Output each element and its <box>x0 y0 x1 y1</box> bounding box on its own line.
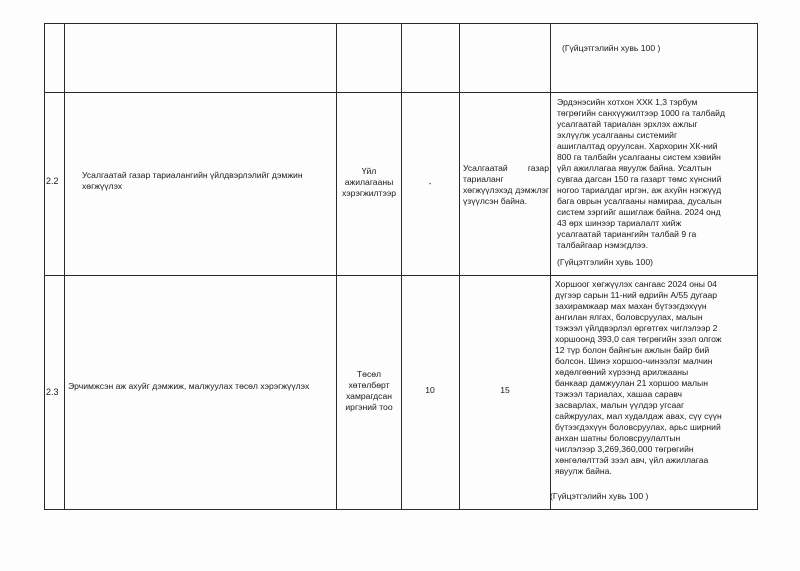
row-baseline: - <box>428 178 432 188</box>
row-percent: (Гүйцэтгэлийн хувь 100) <box>557 257 653 267</box>
report-line: чиглэлээр 3,269,360,000 төгрөгийн <box>555 444 694 454</box>
report-line: тэжээл үйлдвэрлэл өргөтгөх чиглэлээр 2 <box>555 323 718 333</box>
report-line: тэжээл тариалах, хашаа саравч <box>555 389 683 399</box>
report-line: үйл ажиллагаа явуулж байна. Усалтын <box>557 163 712 173</box>
column-border <box>550 23 551 510</box>
row-indicator: Төсөл хөтөлбөрт хамрагдсан иргэний тоо <box>345 369 393 412</box>
report-line: банкаар дамжуулан 21 хоршоо малын <box>555 378 708 388</box>
report-line: хөнгөлөлттэй зээл авч, үйл ажиллагаа <box>555 455 709 465</box>
report-line: усалгаатай тариангийн талбай 9 га <box>557 229 697 239</box>
report-line: 12 түр болон байнгын ажлын байр бий <box>555 345 710 355</box>
row-percent: (Гүйцэтгэлийн хувь 100 ) <box>550 491 649 501</box>
report-line: 43 өрх шинээр тариалалт хийж <box>557 218 682 228</box>
report-line: 800 га талбайн усалгааны систем хэвийн <box>557 152 721 162</box>
row-number: 2.2 <box>46 176 59 186</box>
report-line: Хоршоог хөгжүүлэх сангаас 2024 оны 04 <box>555 279 717 289</box>
column-border <box>44 23 45 510</box>
report-line: систем зэргийг ашиглаж байна. 2024 онд <box>557 207 721 217</box>
report-line: ногоо тариалдаг иргэн, аж ахуйн нэгжүүд <box>557 185 722 195</box>
report-line: засварлах, малын үүлдэр угсааг <box>555 400 685 410</box>
report-line: дүгээр сарын 11-ний өдрийн А/55 дугаар <box>555 290 718 300</box>
column-border <box>401 23 402 510</box>
row-report <box>557 97 751 251</box>
column-border <box>64 23 65 510</box>
report-line: бага оврын усалгааны намираа, дусалын <box>557 196 722 206</box>
row-percent: (Гүйцэтгэлийн хувь 100 ) <box>562 43 661 53</box>
report-line: Эрдэнэсийн хотхон ХХК 1,3 тэрбум <box>557 97 698 107</box>
report-line: ашиглалтад оруулсан. Хархорин ХК-ний <box>557 141 718 151</box>
report-line: захирамжаар мах махан бүтээгдэхүүн <box>555 301 707 311</box>
report-line: болсон. Шинэ хоршоо-чинээлэг малчин <box>555 356 713 366</box>
report-line: хоршоонд 393,0 сая төгрөгийн зээл олгож <box>555 334 722 344</box>
report-line: эхлүүлж усалгааны системийг <box>557 130 678 140</box>
row-baseline: 10 <box>425 385 435 395</box>
report-line: бүтээгдэхүүн боловсруулах, арьс ширний <box>555 422 721 432</box>
report-line: явуулж байна. <box>555 466 612 476</box>
report-line: сувгаа дагсан 150 га газарт төмс хүнсний <box>557 174 722 184</box>
row-indicator: Үйл ажилагааны хэрэгжилтээр <box>341 166 397 198</box>
row-target: 15 <box>500 385 510 395</box>
row-name: Усалгаатай газар тариалангийн үйлдвэрлэлийг дэмжин хөгжүүлэх <box>82 170 303 191</box>
row-name: Эрчимжсэн аж ахуйг дэмжиж, малжуулах төсөл хэрэгжүүлэх <box>68 381 310 391</box>
report-line: сайжруулах, мал худалдаж авах, сүү сүүн <box>555 411 722 421</box>
report-line: ангилан ялгах, боловсруулах, малын <box>555 312 703 322</box>
row-report <box>555 279 751 477</box>
report-line: төгрөгийн санхүүжилтээр 1000 га талбайд <box>557 108 725 118</box>
row-number: 2.3 <box>46 387 59 397</box>
row-target: Усалгаатай газар тариаланг хөгжүүлэхэд дэмжлэг үзүүлсэн байна. <box>463 163 549 206</box>
column-border <box>757 23 758 510</box>
report-line: усалгаатай тариалан эрхлэх ажлыг <box>557 119 698 129</box>
column-border <box>459 23 460 510</box>
report-line: хөдөлгөөний хүрээнд арилжааны <box>555 367 689 377</box>
column-border <box>336 23 337 510</box>
report-line: анхан шатны боловсруулалтын <box>555 433 681 443</box>
report-line: талбайгаар нэмэгдлээ. <box>557 240 648 250</box>
